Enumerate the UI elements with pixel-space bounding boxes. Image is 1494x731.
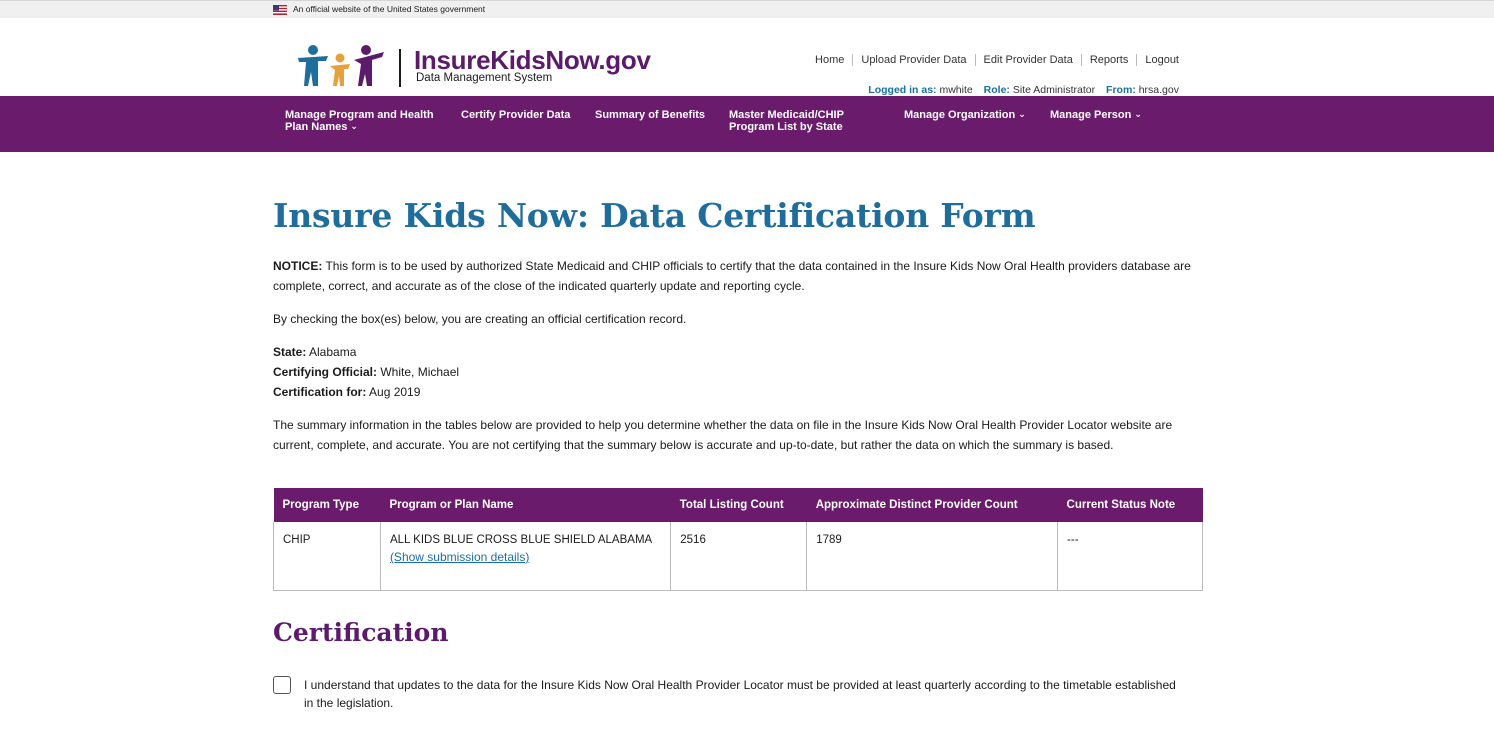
nav-manage-organization-label: Manage Organization xyxy=(904,109,1016,121)
site-header xyxy=(0,18,1494,96)
cell-total-listing: 2516 xyxy=(671,522,807,590)
table-header-row xyxy=(274,488,1203,522)
logged-in-user: mwhite xyxy=(939,84,973,96)
certifying-official-value: White, Michael xyxy=(377,365,460,379)
certification-for-label: Certification for: xyxy=(273,385,367,399)
nav-manage-organization[interactable] xyxy=(904,109,1026,121)
nav-manage-person-label: Manage Person xyxy=(1050,109,1132,121)
gov-banner-text: An official website of the United States government xyxy=(293,4,486,14)
col-header-program-name: Program or Plan Name xyxy=(380,488,670,522)
col-header-status-note: Current Status Note xyxy=(1058,488,1203,522)
from-label: From: xyxy=(1106,84,1136,96)
certification-for-row xyxy=(273,382,420,402)
utility-links xyxy=(807,54,1179,66)
role-label: Role: xyxy=(983,84,1010,96)
state-row xyxy=(273,342,356,362)
from-value: hrsa.gov xyxy=(1138,84,1179,96)
util-link-reports[interactable]: Reports xyxy=(1081,54,1137,66)
chevron-down-icon: ⌄ xyxy=(1134,109,1142,119)
logo-divider xyxy=(399,49,401,87)
util-link-home[interactable]: Home xyxy=(815,54,845,66)
logged-in-label: Logged in as: xyxy=(868,84,937,96)
nav-certify-provider-data[interactable]: Certify Provider Data xyxy=(461,109,571,121)
program-name-text: ALL KIDS BLUE CROSS BLUE SHIELD ALABAMA xyxy=(389,534,653,546)
cell-distinct-provider: 1789 xyxy=(807,522,1058,590)
nav-master-medicaid-chip[interactable] xyxy=(729,109,844,133)
summary-table xyxy=(273,488,1203,591)
col-header-program-type: Program Type xyxy=(274,488,381,522)
site-logo-title[interactable]: InsureKidsNow.gov xyxy=(414,45,651,75)
certifying-official-label: Certifying Official: xyxy=(273,365,378,379)
us-flag-icon xyxy=(273,5,287,15)
util-link-logout[interactable]: Logout xyxy=(1136,54,1179,66)
state-label: State: xyxy=(273,345,307,359)
notice-label: NOTICE: xyxy=(273,259,323,273)
col-header-total-listing: Total Listing Count xyxy=(671,488,807,522)
login-info xyxy=(868,84,1179,96)
site-logo-subtitle: Data Management System xyxy=(416,72,553,84)
family-logo-icon[interactable] xyxy=(296,44,388,88)
cell-program-type: CHIP xyxy=(274,522,381,590)
chevron-down-icon: ⌄ xyxy=(1018,109,1026,119)
certification-checkbox-label[interactable]: I understand that updates to the data for the Insure Kids Now Oral Health Provider Locator must be provided at least quarterly according to the timetable established in the legislation. xyxy=(304,678,1176,710)
col-header-distinct-provider: Approximate Distinct Provider Count xyxy=(807,488,1058,522)
util-link-edit-provider-data[interactable]: Edit Provider Data xyxy=(975,54,1081,66)
certification-checkbox[interactable] xyxy=(273,676,291,694)
state-value: Alabama xyxy=(306,345,357,359)
cell-program-name xyxy=(380,522,670,590)
nav-summary-of-benefits[interactable]: Summary of Benefits xyxy=(595,109,706,121)
chevron-down-icon: ⌄ xyxy=(350,121,358,131)
nav-master-line1: Master Medicaid/CHIP xyxy=(729,109,844,121)
show-submission-details-link[interactable]: (Show submission details) xyxy=(389,550,530,564)
main-nav xyxy=(0,96,1494,152)
page-title: Insure Kids Now: Data Certification Form xyxy=(273,196,1036,235)
certification-record-note: By checking the box(es) below, you are creating an official certification record. xyxy=(273,312,687,326)
util-link-upload-provider-data[interactable]: Upload Provider Data xyxy=(852,54,974,66)
role-value: Site Administrator xyxy=(1012,84,1096,96)
nav-manage-person[interactable] xyxy=(1050,109,1142,121)
certifying-official-row xyxy=(273,362,459,382)
nav-manage-program-line1: Manage Program and Health xyxy=(285,109,434,121)
notice-text: This form is to be used by authorized State Medicaid and CHIP officials to certify that the data contained in the Insure Kids Now Oral Health providers database are complete, correct, and accurate as of the close of the indicated quarterly update and reporting cycle. xyxy=(273,259,1191,293)
summary-paragraph: The summary information in the tables below are provided to help you determine whether the data on file in the Insure Kids Now Oral Health Provider Locator website are current, complete, and accurate. You are not certifying that the summary below is accurate and up-to-date, but rather the data on which the summary is based. xyxy=(273,418,1173,452)
certification-heading: Certification xyxy=(273,618,449,647)
notice-paragraph xyxy=(273,256,1203,296)
certification-for-value: Aug 2019 xyxy=(366,385,421,399)
nav-manage-program-line2: Plan Names xyxy=(285,121,348,133)
nav-master-line2: Program List by State xyxy=(729,121,843,133)
gov-banner xyxy=(0,0,1494,18)
nav-manage-program[interactable] xyxy=(285,109,434,133)
table-row xyxy=(274,522,1203,590)
cell-status-note: --- xyxy=(1058,522,1203,590)
